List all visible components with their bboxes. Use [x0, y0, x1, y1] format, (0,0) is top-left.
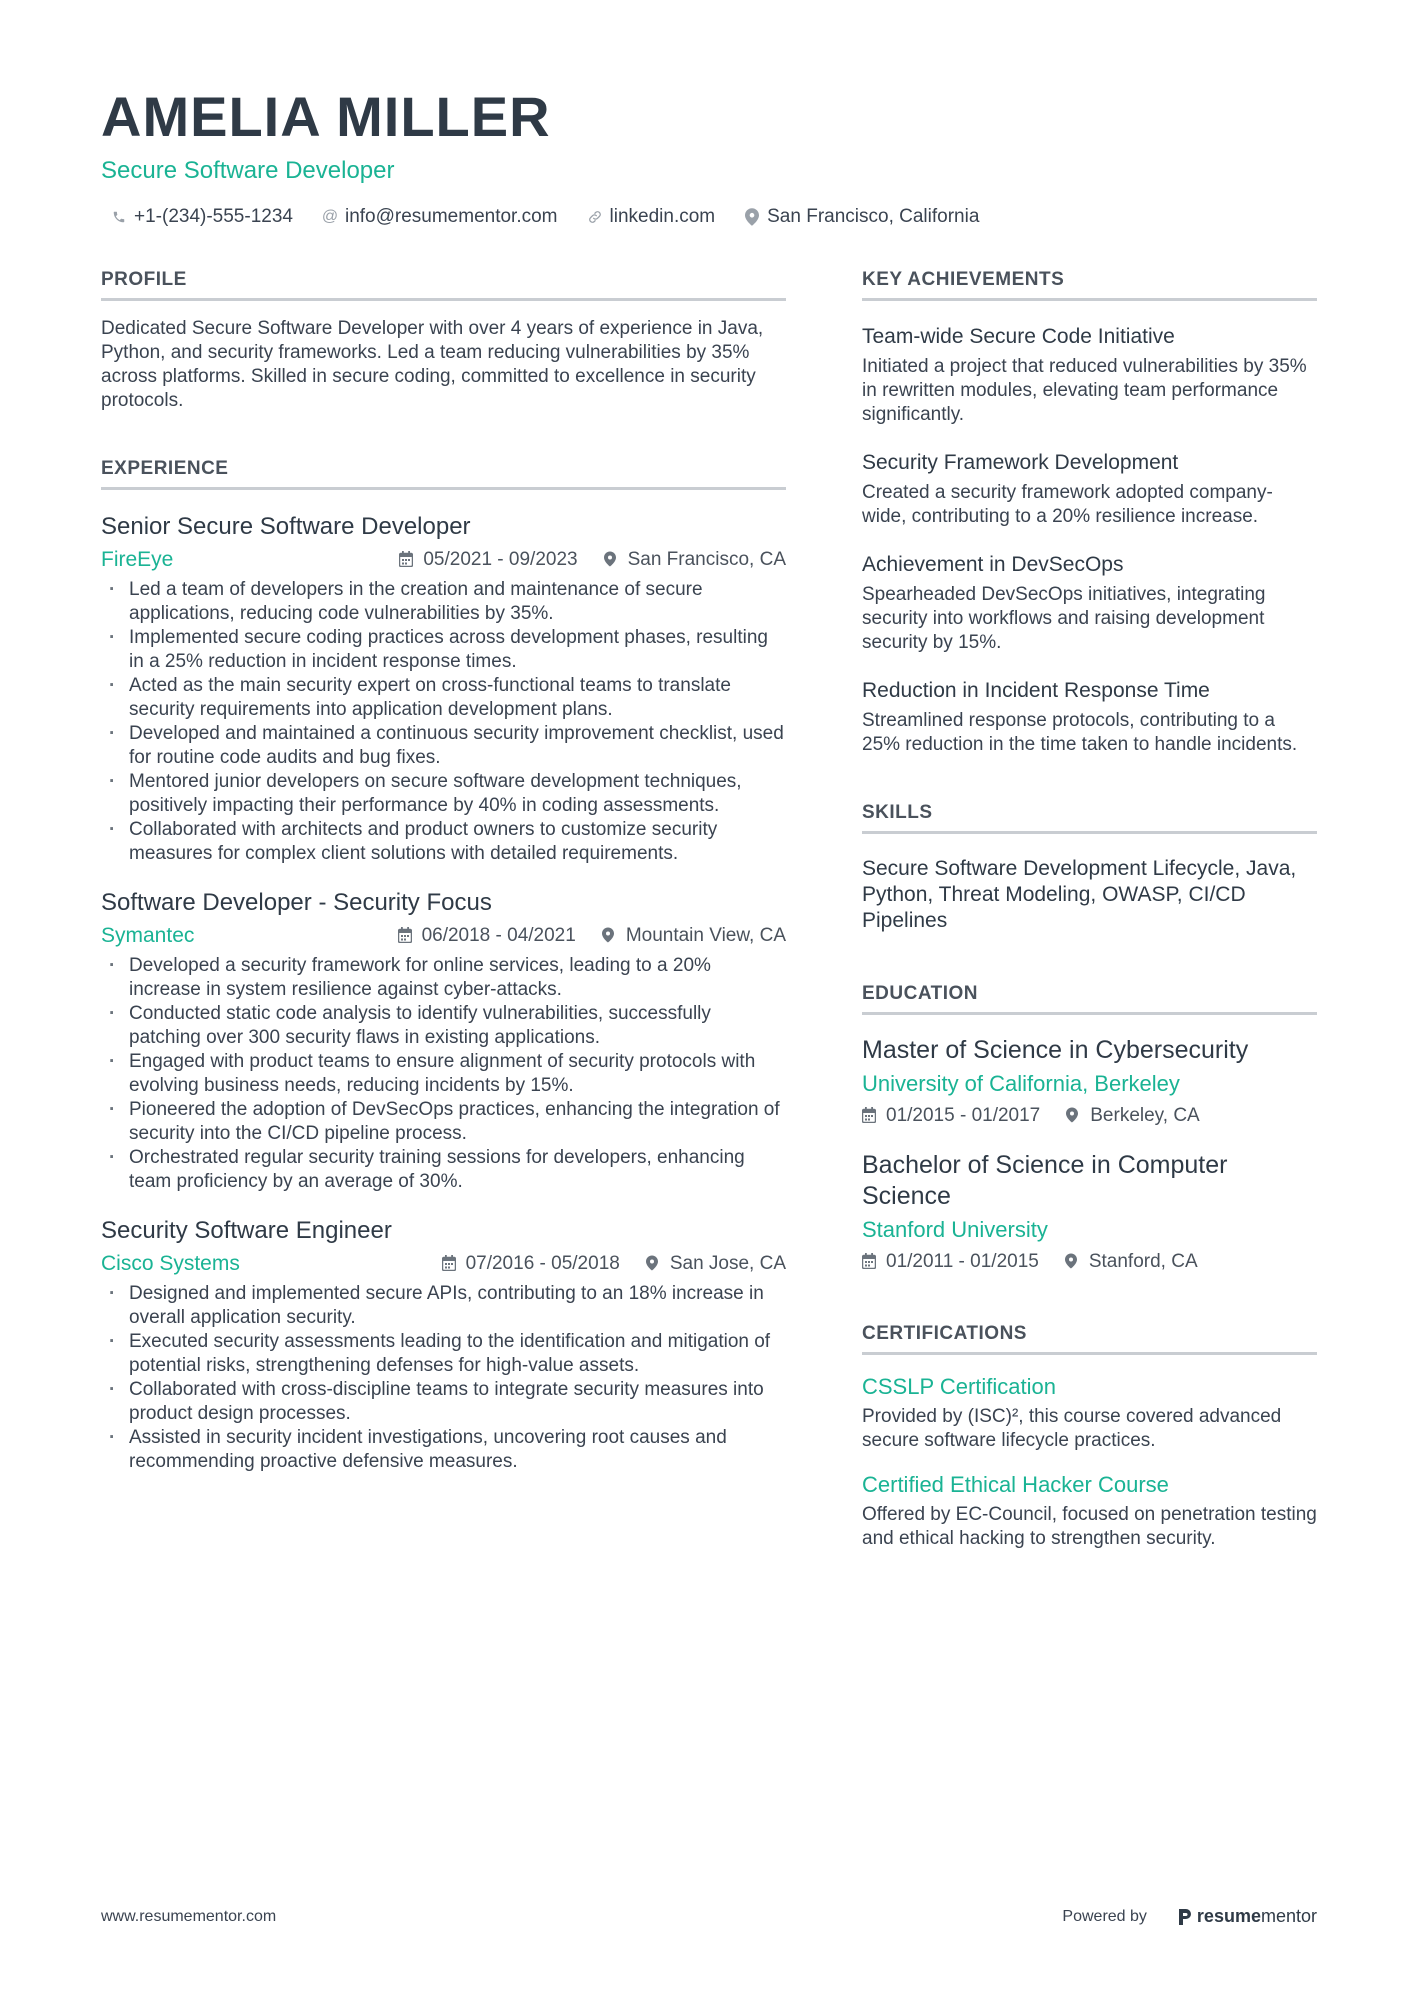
- job-location: [646, 1253, 786, 1275]
- job-title: Software Developer - Security Focus: [101, 889, 492, 916]
- experience-heading: EXPERIENCE: [101, 457, 786, 490]
- bullet-item: · Led a team of developers in the creation and maintenance of secure applications, reducing code vulnerabilities by 35%.: [101, 578, 786, 626]
- at-icon: @: [321, 208, 339, 225]
- achievement-item: [862, 323, 1317, 427]
- education-dates: 01/2011 - 01/2015: [886, 1251, 1039, 1272]
- powered-by-label: Powered by: [1062, 1907, 1147, 1925]
- bullet-item: · Orchestrated regular security training sessions for developers, enhancing team proficiency by an average of 30%.: [101, 1146, 786, 1194]
- achievement-text: Created a security framework adopted company-wide, contributing to a 20% resilience increase.: [862, 482, 1273, 527]
- achievement-title: Achievement in DevSecOps: [862, 553, 1124, 576]
- education-item: [862, 1150, 1317, 1276]
- page-footer: [101, 1906, 1317, 1927]
- bullet-item: · Mentored junior developers on secure software development techniques, positively impacting their performance by 40% in coding assessments.: [101, 770, 786, 818]
- job-dates-location: [398, 925, 786, 947]
- job-dates-location: [442, 1253, 786, 1275]
- brand-light: mentor: [1260, 1906, 1317, 1926]
- achievement-text: Streamlined response protocols, contributing to a 25% reduction in the time taken to handle incidents.: [862, 710, 1298, 755]
- job-location: [602, 925, 786, 947]
- achievement-title: Team-wide Secure Code Initiative: [862, 325, 1175, 348]
- bullet-item: · Developed a security framework for online services, leading to a 20% increase in system resilience against cyber-attacks.: [101, 954, 786, 1002]
- calendar-icon: [862, 1107, 878, 1125]
- education-meta: [862, 1102, 1317, 1130]
- calendar-icon: [862, 1253, 878, 1271]
- bullet-item: · Executed security assessments leading to the identification and mitigation of potential risks, strengthening defenses for high-value assets.: [101, 1330, 786, 1378]
- skills-section: [862, 801, 1317, 934]
- location-pin-icon: [1066, 1107, 1082, 1125]
- bullet-item: · Assisted in security incident investigations, uncovering root causes and recommending proactive defensive measures.: [101, 1426, 786, 1474]
- skills-text: Secure Software Development Lifecycle, Java, Python, Threat Modeling, OWASP, CI/CD Pipelines: [862, 857, 1297, 932]
- job-bullets: [101, 578, 786, 866]
- experience-list: [101, 512, 786, 1474]
- achievement-title: Security Framework Development: [862, 451, 1179, 474]
- achievements-section: [862, 268, 1317, 757]
- skills-heading: SKILLS: [862, 801, 1317, 834]
- job-dates: 06/2018 - 04/2021: [421, 925, 576, 946]
- job-location-text: San Francisco, CA: [627, 549, 786, 570]
- bullet-item: · Collaborated with architects and product owners to customize security measures for complex client solutions with detailed requirements.: [101, 818, 786, 866]
- location-text: San Francisco, California: [767, 206, 980, 227]
- location-pin-icon: [646, 1255, 662, 1273]
- location-pin-icon: [602, 927, 618, 945]
- certifications-list: [862, 1373, 1317, 1551]
- bullet-item: · Acted as the main security expert on cross-functional teams to translate security requirements into application development plans.: [101, 674, 786, 722]
- candidate-title: Secure Software Developer: [101, 157, 395, 184]
- footer-brand: [1062, 1906, 1317, 1927]
- profile-text: Dedicated Secure Software Developer with over 4 years of experience in Java, Python, and security frameworks. Led a team reducing vulnerabilities by 35% across platforms. Skilled in secure coding, committed to excellence in security protocols.: [101, 318, 764, 411]
- location-pin-icon: [743, 208, 761, 226]
- bullet-item: · Collaborated with cross-discipline teams to integrate security measures into product design processes.: [101, 1378, 786, 1426]
- achievement-title: Reduction in Incident Response Time: [862, 679, 1210, 702]
- achievement-item: [862, 677, 1317, 757]
- education-dates: 01/2015 - 01/2017: [886, 1105, 1041, 1126]
- location-pin-icon: [604, 551, 620, 569]
- certification-title: CSSLP Certification: [862, 1374, 1057, 1399]
- education-section: [862, 982, 1317, 1276]
- achievement-item: [862, 449, 1317, 529]
- certification-text: Provided by (ISC)², this course covered advanced secure software lifecycle practices.: [862, 1406, 1282, 1451]
- job-entry: [101, 888, 786, 1194]
- achievement-text: Spearheaded DevSecOps initiatives, integrating security into workflows and raising development security by 15%.: [862, 584, 1266, 653]
- certification-text: Offered by EC-Council, focused on penetration testing and ethical hacking to strengthen security.: [862, 1504, 1317, 1549]
- resumementor-logo[interactable]: [1177, 1906, 1317, 1927]
- calendar-icon: [399, 551, 415, 569]
- achievements-heading: KEY ACHIEVEMENTS: [862, 268, 1317, 301]
- bullet-item: · Engaged with product teams to ensure alignment of security protocols with evolving business needs, reducing incidents by 15%.: [101, 1050, 786, 1098]
- bullet-item: · Implemented secure coding practices across development phases, resulting in a 25% reduction in incident response times.: [101, 626, 786, 674]
- phone-icon: [110, 208, 128, 226]
- job-meta: [101, 546, 786, 574]
- job-bullets: [101, 954, 786, 1194]
- contact-email[interactable]: [321, 206, 558, 228]
- bullet-item: · Pioneered the adoption of DevSecOps practices, enhancing the integration of security into the CI/CD pipeline process.: [101, 1098, 786, 1146]
- education-meta: [862, 1248, 1317, 1276]
- email-text: info@resumementor.com: [344, 206, 558, 227]
- education-item: [862, 1035, 1317, 1130]
- company-name: FireEye: [101, 548, 174, 571]
- bullet-item: · Designed and implemented secure APIs, contributing to an 18% increase in overall application security.: [101, 1282, 786, 1330]
- certifications-section: [862, 1322, 1317, 1551]
- bullet-item: · Conducted static code analysis to identify vulnerabilities, successfully patching over 300 security flaws in existing applications.: [101, 1002, 786, 1050]
- job-bullets: [101, 1282, 786, 1474]
- job-dates-location: [399, 549, 786, 571]
- profile-heading: PROFILE: [101, 268, 786, 301]
- job-title: Security Software Engineer: [101, 1217, 392, 1244]
- achievements-list: [862, 323, 1317, 757]
- candidate-name: AMELIA MILLER: [101, 85, 551, 148]
- contact-location: [743, 206, 979, 228]
- profile-section: [101, 268, 786, 413]
- education-location-text: Berkeley, CA: [1090, 1105, 1200, 1126]
- company-name: Cisco Systems: [101, 1252, 240, 1275]
- resumementor-logo-icon: [1177, 1907, 1193, 1927]
- brand-bold: resume: [1196, 1906, 1261, 1926]
- education-heading: EDUCATION: [862, 982, 1317, 1015]
- location-pin-icon: [1065, 1253, 1081, 1271]
- certification-item: [862, 1373, 1317, 1453]
- job-location: [604, 549, 786, 571]
- job-meta: [101, 922, 786, 950]
- contact-bar: [101, 203, 1317, 231]
- education-location: [1065, 1251, 1198, 1273]
- phone-text: +1-(234)-555-1234: [134, 206, 293, 227]
- certification-item: [862, 1471, 1317, 1551]
- job-dates: 07/2016 - 05/2018: [465, 1253, 620, 1274]
- job-location-text: San Jose, CA: [669, 1253, 786, 1274]
- certifications-heading: CERTIFICATIONS: [862, 1322, 1317, 1355]
- contact-linkedin[interactable]: [586, 206, 716, 228]
- calendar-icon: [442, 1255, 458, 1273]
- achievement-item: [862, 551, 1317, 655]
- education-location: [1066, 1105, 1199, 1127]
- certification-title: Certified Ethical Hacker Course: [862, 1472, 1169, 1497]
- job-title: Senior Secure Software Developer: [101, 513, 471, 540]
- job-location-text: Mountain View, CA: [625, 925, 786, 946]
- bullet-item: · Developed and maintained a continuous security improvement checklist, used for routine code audits and bug fixes.: [101, 722, 786, 770]
- company-name: Symantec: [101, 924, 195, 947]
- education-location-text: Stanford, CA: [1088, 1251, 1198, 1272]
- resume-page: [101, 85, 1317, 1549]
- job-entry: [101, 1216, 786, 1474]
- contact-phone[interactable]: [110, 206, 293, 228]
- right-column: [862, 268, 1317, 1551]
- linkedin-text: linkedin.com: [609, 206, 716, 227]
- degree-title: Master of Science in Cybersecurity: [862, 1036, 1249, 1064]
- footer-website[interactable]: www.resumementor.com: [101, 1907, 277, 1925]
- job-entry: [101, 512, 786, 866]
- degree-title: Bachelor of Science in Computer Science: [862, 1151, 1228, 1210]
- school-name: Stanford University: [862, 1217, 1048, 1242]
- experience-section: [101, 457, 786, 1474]
- job-dates: 05/2021 - 09/2023: [423, 549, 578, 570]
- school-name: University of California, Berkeley: [862, 1071, 1180, 1096]
- job-meta: [101, 1250, 786, 1278]
- achievement-text: Initiated a project that reduced vulnerabilities by 35% in rewritten modules, elevating team performance significantly.: [862, 356, 1307, 425]
- calendar-icon: [398, 927, 414, 945]
- education-list: [862, 1035, 1317, 1276]
- left-column: [101, 268, 786, 1474]
- link-icon: [586, 208, 604, 226]
